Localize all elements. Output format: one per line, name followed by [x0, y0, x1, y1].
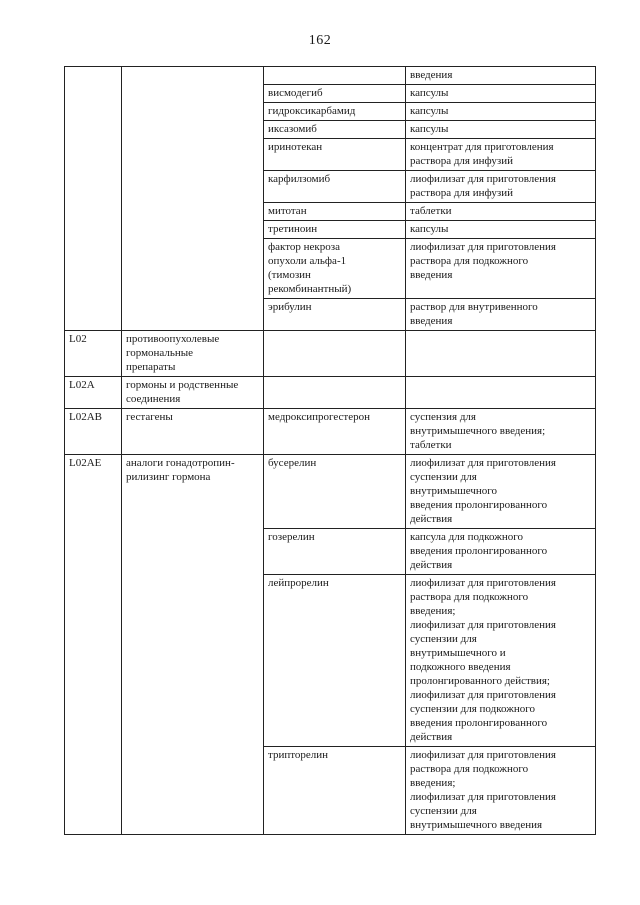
dosage-form-cell: раствор для внутривенного введения	[406, 299, 596, 331]
atc-code-cell: L02AB	[65, 409, 122, 455]
group-name-cell: гестагены	[122, 409, 264, 455]
group-name-cell: противоопухолевые гормональные препараты	[122, 331, 264, 377]
dosage-form-cell: лиофилизат для приготовления раствора для подкожного введения	[406, 239, 596, 299]
dosage-form-cell: лиофилизат для приготовления раствора для подкожного введения; лиофилизат для приготовления суспензии для внутримышечного введения	[406, 747, 596, 835]
drug-name-cell: иринотекан	[264, 139, 406, 171]
drug-name-cell: медроксипрогестерон	[264, 409, 406, 455]
drug-name-cell: трипторелин	[264, 747, 406, 835]
dosage-form-cell: капсулы	[406, 85, 596, 103]
dosage-form-cell: лиофилизат для приготовления раствора для инфузий	[406, 171, 596, 203]
dosage-form-cell	[406, 377, 596, 409]
group-name-cell: аналоги гонадотропин- рилизинг гормона	[122, 455, 264, 835]
dosage-form-cell: введения	[406, 67, 596, 85]
dosage-form-cell: капсулы	[406, 121, 596, 139]
drug-name-cell: гозерелин	[264, 529, 406, 575]
atc-code-cell: L02	[65, 331, 122, 377]
drug-table	[64, 66, 596, 835]
drug-name-cell: висмодегиб	[264, 85, 406, 103]
drug-name-cell: третиноин	[264, 221, 406, 239]
drug-name-cell	[264, 377, 406, 409]
table-row	[65, 455, 596, 529]
page-number: 162	[308, 33, 332, 48]
table-row	[65, 377, 596, 409]
group-name-cell	[122, 67, 264, 331]
dosage-form-cell: капсулы	[406, 103, 596, 121]
dosage-form-cell: лиофилизат для приготовления раствора для подкожного введения; лиофилизат для приготовления суспензии для внутримышечного и подкожного введения пролонгированного действия; лиофилизат для приготовления суспензии для подкожного введения пролонгированного действия	[406, 575, 596, 747]
drug-name-cell: бусерелин	[264, 455, 406, 529]
group-name-cell: гормоны и родственные соединения	[122, 377, 264, 409]
drug-name-cell: гидроксикарбамид	[264, 103, 406, 121]
table-row	[65, 331, 596, 377]
dosage-form-cell: суспензия для внутримышечного введения; таблетки	[406, 409, 596, 455]
drug-name-cell	[264, 67, 406, 85]
drug-name-cell: фактор некроза опухоли альфа-1 (тимозин рекомбинантный)	[264, 239, 406, 299]
dosage-form-cell	[406, 331, 596, 377]
atc-code-cell	[65, 67, 122, 331]
drug-name-cell	[264, 331, 406, 377]
drug-name-cell: иксазомиб	[264, 121, 406, 139]
atc-code-cell: L02AE	[65, 455, 122, 835]
dosage-form-cell: лиофилизат для приготовления суспензии для внутримышечного введения пролонгированного действия	[406, 455, 596, 529]
dosage-form-cell: таблетки	[406, 203, 596, 221]
atc-code-cell: L02A	[65, 377, 122, 409]
table-row	[65, 67, 596, 85]
dosage-form-cell: капсулы	[406, 221, 596, 239]
drug-name-cell: карфилзомиб	[264, 171, 406, 203]
dosage-form-cell: концентрат для приготовления раствора для инфузий	[406, 139, 596, 171]
drug-name-cell: эрибулин	[264, 299, 406, 331]
drug-name-cell: лейпрорелин	[264, 575, 406, 747]
dosage-form-cell: капсула для подкожного введения пролонгированного действия	[406, 529, 596, 575]
drug-name-cell: митотан	[264, 203, 406, 221]
table-row	[65, 409, 596, 455]
